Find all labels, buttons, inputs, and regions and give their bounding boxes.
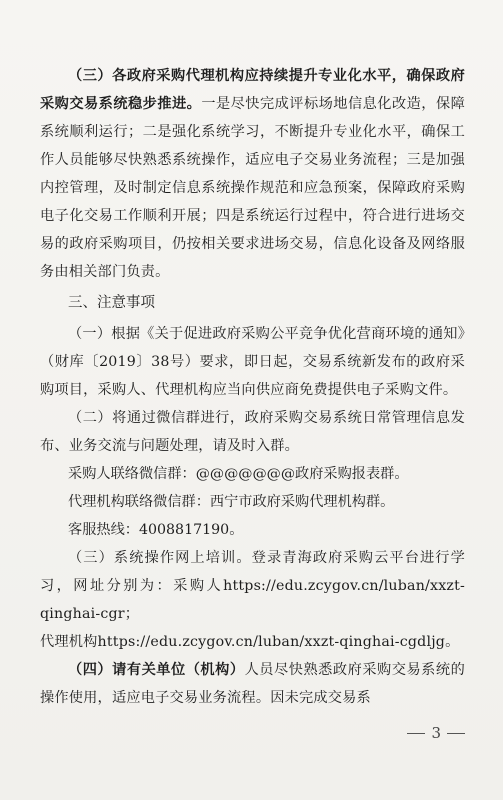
section-3-paragraph: [40, 62, 465, 286]
section-heading-notes: 三、注意事项: [68, 295, 155, 311]
agency-wechat-group: 代理机构联络微信群：西宁市政府采购代理机构群。: [68, 494, 395, 510]
footer-dash-left: [407, 733, 425, 734]
notice-item-2: （二）将通过微信群进行，政府采购交易系统日常管理信息发布、业务交流与问题处理，请及时入群。: [40, 410, 465, 454]
page-footer: [407, 724, 465, 742]
section-3-lead: （三）各政府采购代理机构应持续提升专业化水平，确保政府采购交易系统稳步推进。: [40, 68, 465, 112]
item-4-body: 人员尽快熟悉政府采购交易系统的操作使用，适应电子交易业务流程。因未完成交易系: [40, 662, 465, 706]
footer-dash-right: [447, 733, 465, 734]
section-3-body: 一是尽快完成评标场地信息化改造，保障系统顺利运行；二是强化系统学习，不断提升专业化水平，确保工作人员能够尽快熟悉系统操作，适应电子交易业务流程；三是加强内控管理，及时制定信息系统操作规范和应急预案，保障政府采购电子化交易工作顺利开展；四是系统运行过程中，符合进行进场交易的政府采购项目，仍按相关要求进场交易，信息化设备及网络服务由相关部门负责。: [40, 96, 465, 280]
notice-item-4: [40, 656, 465, 712]
page-number: 3: [431, 724, 441, 742]
agency-training-url: 代理机构https://edu.zcygov.cn/luban/xxzt-qinghai-cgdljg。: [40, 634, 460, 650]
purchaser-wechat-group: 采购人联络微信群：@@@@@@@政府采购报表群。: [68, 466, 409, 482]
notice-item-3: （三）系统操作网上培训。登录青海政府采购云平台进行学习，网址分别为：采购人https://edu.zcygov.cn/luban/xxzt-qinghai-cgr；: [40, 550, 465, 622]
service-hotline: 客服热线：4008817190。: [68, 522, 244, 538]
document-body: [40, 62, 465, 712]
item-4-lead: （四）请有关单位（机构）: [68, 662, 245, 678]
notice-item-1: （一）根据《关于促进政府采购公平竞争优化营商环境的通知》（财库〔2019〕38号）要求，即日起，交易系统新发布的政府采购项目，采购人、代理机构应当向供应商免费提供电子采购文件。: [40, 326, 465, 398]
